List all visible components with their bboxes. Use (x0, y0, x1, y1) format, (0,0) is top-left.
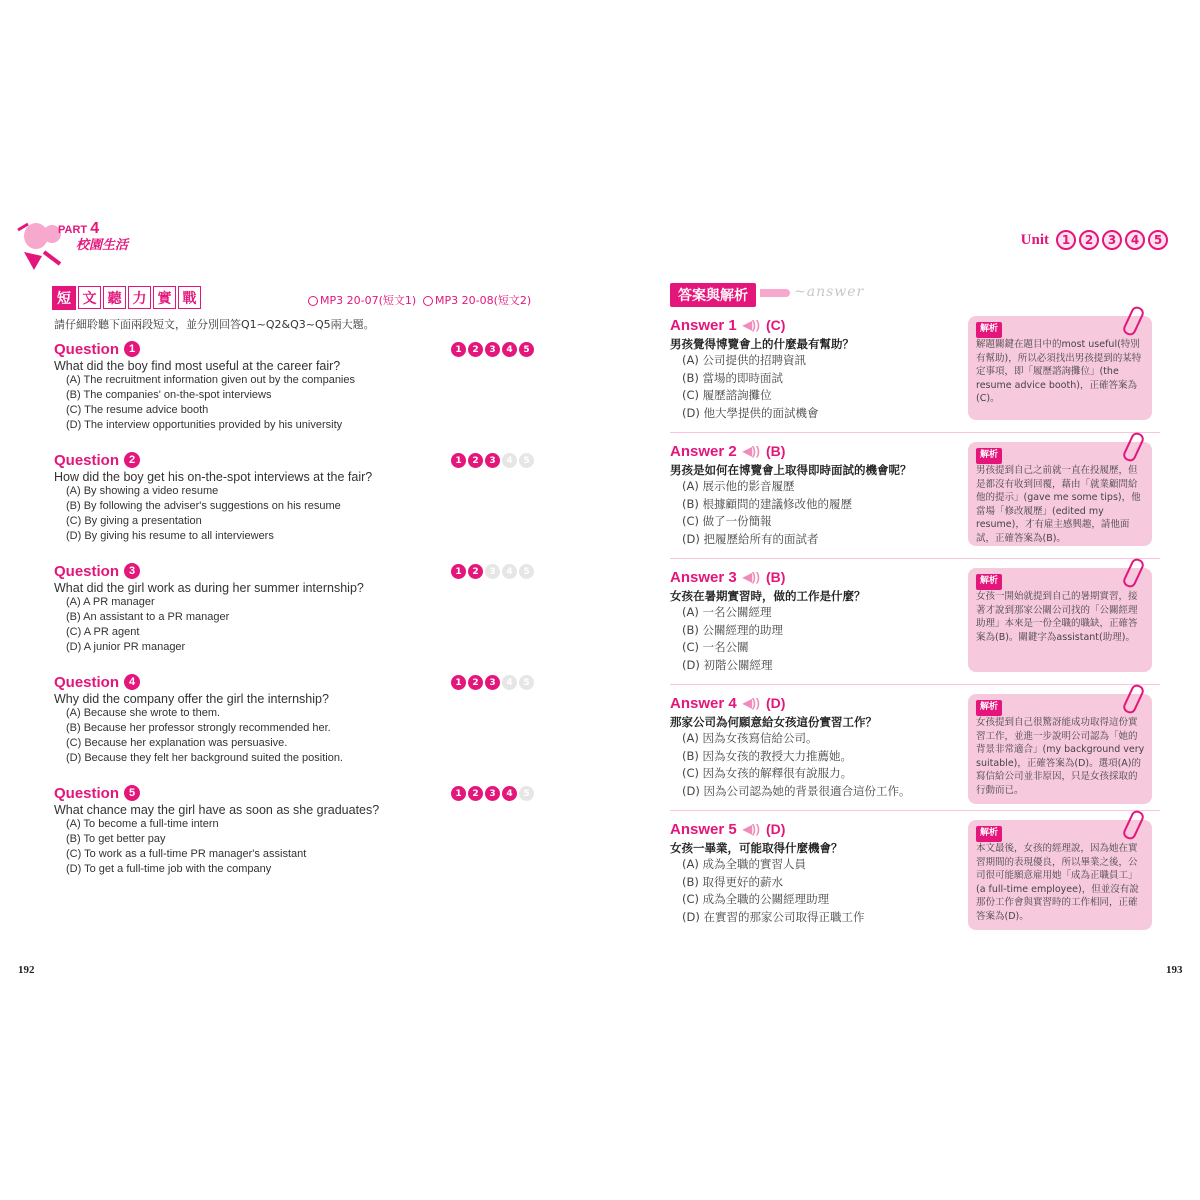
difficulty-dot: 5 (519, 786, 534, 801)
question-number: 3 (124, 563, 140, 579)
option-text: (D) By giving his resume to all interviewers (66, 530, 274, 542)
instruction-text: 請仔細聆聽下面兩段短文，並分別回答Q1~Q2&Q3~Q5兩大題。 (54, 318, 375, 331)
explanation-text: 本文最後，女孩的經理說，因為她在實習期間的表現優良，所以畢業之後，公司很可能願意雇用她「成為正職員工」(a full-time employee)，但並沒有說那份工作會與實習時的工作相同，正確答案為(D)。 (976, 843, 1139, 922)
question-label: Question (54, 562, 120, 580)
option-text: (C) The resume advice booth (66, 404, 209, 416)
answer-option: (A) 因為女孩寫信給公司。 (682, 731, 818, 745)
difficulty-dots (451, 675, 534, 690)
question-text: What did the girl work as during her summer internship? (54, 581, 364, 595)
unit-number: 2 (1079, 230, 1099, 250)
option-text: (D) A junior PR manager (66, 641, 186, 653)
difficulty-dot: 1 (451, 342, 466, 357)
answer-key: (B) (765, 569, 786, 585)
answer-option: (C) 履歷諮詢攤位 (682, 388, 772, 402)
title-char: 聽 (103, 286, 126, 309)
difficulty-dot: 2 (468, 675, 483, 690)
divider (670, 432, 1160, 433)
question-number: 2 (124, 452, 140, 468)
question-number: 5 (124, 785, 140, 801)
option-text: (C) Because her explanation was persuasive. (66, 737, 288, 749)
explanation-text: 解題關鍵在題目中的most useful(特別有幫助)，所以必須找出男孩提到的某特定事項，即「履歷諮詢攤位」(the resume advice booth)，正確答案為(C)。 (976, 339, 1142, 404)
answer-label: Answer (670, 694, 725, 712)
option-text: (A) To become a full-time intern (66, 818, 219, 830)
answer-label: Answer (670, 820, 725, 838)
answer-key: (C) (765, 317, 786, 333)
explanation-note (968, 820, 1152, 930)
answer-option: (A) 公司提供的招聘資訊 (682, 353, 806, 367)
option-text: (B) By following the adviser's suggestions on his resume (66, 500, 341, 512)
note-tag: 解析 (976, 574, 1002, 590)
answer-question: 女孩在暑期實習時，做的工作是什麼？ (670, 589, 866, 603)
answer-label: Answer (670, 442, 725, 460)
note-tag: 解析 (976, 322, 1002, 338)
answers-title: 答案與解析 (670, 283, 756, 307)
unit-number: 1 (1056, 230, 1076, 250)
pencil-icon (760, 289, 790, 297)
answer-block (670, 820, 1160, 926)
question-number: 1 (124, 341, 140, 357)
question-label: Question (54, 784, 120, 802)
paperclip-icon (1121, 809, 1145, 842)
difficulty-dot: 4 (502, 564, 517, 579)
answer-number: 5 (728, 820, 737, 838)
difficulty-dots (451, 453, 534, 468)
title-char: 力 (128, 286, 151, 309)
speaker-icon[interactable]: ◀)) (742, 570, 760, 584)
answer-number: 3 (728, 568, 737, 586)
option-text: (A) The recruitment information given out by the companies (66, 374, 355, 386)
difficulty-dots (451, 564, 534, 579)
divider (670, 684, 1160, 685)
unit-number: 4 (1125, 230, 1145, 250)
page-number-left: 192 (18, 964, 35, 976)
difficulty-dot: 2 (468, 564, 483, 579)
question-text: What did the boy find most useful at the career fair? (54, 359, 341, 373)
note-tag: 解析 (976, 700, 1002, 716)
difficulty-dot: 4 (502, 342, 517, 357)
answer-number: 1 (728, 316, 737, 334)
option-text: (D) To get a full-time job with the company (66, 863, 272, 875)
difficulty-dot: 3 (485, 675, 500, 690)
paperclip-icon (1121, 557, 1145, 590)
option-text: (A) A PR manager (66, 596, 155, 608)
difficulty-dot: 2 (468, 786, 483, 801)
explanation-note (968, 694, 1152, 804)
difficulty-dot: 5 (519, 564, 534, 579)
question-block (54, 451, 534, 544)
explanation-text: 女孩提到自己很驚訝能成功取得這份實習工作，並進一步說明公司認為「她的背景非常適合」(my background very suitable)，正確答案為(D)。選項(A)的寫信給公司並非原因，只是女孩採取的行動而已。 (976, 717, 1145, 796)
answer-question: 男孩覺得博覽會上的什麼最有幫助？ (670, 337, 854, 351)
difficulty-dot: 3 (485, 786, 500, 801)
section-title: 校園生活 (76, 238, 129, 253)
answer-label: Answer (670, 568, 725, 586)
answer-label: Answer (670, 316, 725, 334)
difficulty-dot: 1 (451, 675, 466, 690)
note-tag: 解析 (976, 448, 1002, 464)
difficulty-dots (451, 786, 534, 801)
answer-block (670, 442, 1160, 548)
question-label: Question (54, 451, 120, 469)
answer-option: (D) 因為公司認為她的背景很適合這份工作。 (682, 783, 911, 798)
unit-number: 5 (1148, 230, 1168, 250)
question-label: Question (54, 340, 120, 358)
answer-number: 2 (728, 442, 737, 460)
difficulty-dot: 4 (502, 453, 517, 468)
mp3-track-1[interactable]: MP3 20-07(短文1) (308, 292, 416, 308)
answer-key: (D) (765, 695, 786, 711)
answer-option: (D) 初階公關經理 (682, 657, 773, 672)
answer-option: (A) 成為全職的實習人員 (682, 857, 806, 871)
answer-block (670, 568, 1160, 674)
question-text: How did the boy get his on-the-spot interviews at the fair? (54, 470, 373, 484)
question-block (54, 673, 534, 766)
answers-subtitle: ~answer (794, 284, 865, 300)
audio-disc-icon (308, 296, 318, 306)
option-text: (D) Because they felt her background suited the position. (66, 752, 343, 764)
title-char: 文 (78, 286, 101, 309)
explanation-text: 女孩一開始就提到自己的暑期實習，接著才說到那家公關公司找的「公關經理助理」本來是一份全職的職缺，正確答案為(B)。關鍵字為assistant(助理)。 (976, 591, 1138, 643)
explanation-text: 男孩提到自己之前就一直在投履歷，但是都沒有收到回覆，藉由「就業顧問給他的提示」(gave me some tips)，他當場「修改履歷」(edited my resume)，才有雇主感興趣，請他面試，正確答案為(B)。 (976, 465, 1141, 544)
audio-disc-icon (423, 296, 433, 306)
title-char: 戰 (178, 286, 201, 309)
answer-option: (D) 他大學提供的面試機會 (682, 405, 819, 420)
option-text: (C) To work as a full-time PR manager's assistant (66, 848, 307, 860)
page-number-right: 193 (1166, 964, 1183, 976)
speaker-icon[interactable]: ◀)) (742, 696, 760, 710)
difficulty-dot: 3 (485, 564, 500, 579)
note-tag: 解析 (976, 826, 1002, 842)
explanation-note (968, 316, 1152, 420)
option-text: (B) The companies' on-the-spot interviews (66, 389, 272, 401)
difficulty-dot: 4 (502, 675, 517, 690)
speaker-icon[interactable]: ◀)) (742, 444, 760, 458)
option-text: (C) By giving a presentation (66, 515, 202, 527)
answer-option: (B) 因為女孩的教授大力推薦她。 (682, 748, 853, 763)
answer-option: (D) 在實習的那家公司取得正職工作 (682, 909, 865, 924)
answer-number: 4 (728, 694, 737, 712)
answer-option: (B) 當場的即時面試 (682, 370, 784, 385)
speaker-icon[interactable]: ◀)) (742, 318, 760, 332)
question-block (54, 784, 534, 877)
paperclip-icon (1121, 305, 1145, 338)
paperclip-icon (1121, 683, 1145, 716)
unit-indicator (1021, 230, 1168, 250)
question-block (54, 340, 534, 433)
answer-option: (D) 把履歷給所有的面試者 (682, 531, 819, 546)
unit-label: Unit (1020, 231, 1049, 248)
answer-question: 男孩是如何在博覽會上取得即時面試的機會呢？ (670, 463, 912, 477)
question-block (54, 562, 534, 655)
question-text: Why did the company offer the girl the internship? (54, 692, 329, 706)
difficulty-dot: 5 (519, 453, 534, 468)
difficulty-dots (451, 342, 534, 357)
answer-question: 那家公司為何願意給女孩這份實習工作？ (670, 715, 877, 729)
answer-option: (C) 做了一份簡報 (682, 514, 772, 528)
option-text: (D) The interview opportunities provided by his university (66, 419, 343, 431)
answer-key: (D) (765, 821, 786, 837)
question-number: 4 (124, 674, 140, 690)
difficulty-dot: 2 (468, 342, 483, 357)
paperclip-icon (1121, 431, 1145, 464)
answer-question: 女孩一畢業，可能取得什麼機會？ (670, 841, 843, 855)
difficulty-dot: 3 (485, 453, 500, 468)
difficulty-dot: 2 (468, 453, 483, 468)
answer-block (670, 694, 1160, 800)
answer-option: (C) 一名公關 (682, 640, 749, 654)
speaker-icon[interactable]: ◀)) (742, 822, 760, 836)
question-label: Question (54, 673, 120, 691)
option-text: (B) To get better pay (66, 833, 166, 845)
part-label: PART 4 (58, 220, 100, 237)
option-text: (A) Because she wrote to them. (66, 707, 221, 719)
answer-option: (C) 因為女孩的解釋很有說服力。 (682, 766, 853, 780)
unit-number: 3 (1102, 230, 1122, 250)
divider (670, 558, 1160, 559)
answer-block (670, 316, 1160, 422)
title-char: 短 (52, 286, 76, 310)
option-text: (C) A PR agent (66, 626, 140, 638)
section-heading (52, 286, 201, 310)
difficulty-dot: 5 (519, 675, 534, 690)
explanation-note (968, 442, 1152, 546)
option-text: (A) By showing a video resume (66, 485, 219, 497)
difficulty-dot: 5 (519, 342, 534, 357)
answer-option: (B) 取得更好的薪水 (682, 874, 784, 889)
difficulty-dot: 3 (485, 342, 500, 357)
answer-key: (B) (765, 443, 786, 459)
difficulty-dot: 1 (451, 786, 466, 801)
answer-option: (C) 成為全職的公關經理助理 (682, 892, 830, 906)
difficulty-dot: 4 (502, 786, 517, 801)
title-char: 實 (153, 286, 176, 309)
mp3-track-2[interactable]: MP3 20-08(短文2) (423, 292, 531, 308)
answer-option: (A) 展示他的影音履歷 (682, 479, 795, 493)
option-text: (B) Because her professor strongly recommended her. (66, 722, 331, 734)
difficulty-dot: 1 (451, 564, 466, 579)
answer-option: (A) 一名公關經理 (682, 605, 772, 619)
answer-option: (B) 根據顧問的建議修改他的履歷 (682, 496, 853, 511)
explanation-note (968, 568, 1152, 672)
answer-option: (B) 公關經理的助理 (682, 622, 784, 637)
option-text: (B) An assistant to a PR manager (66, 611, 230, 623)
question-text: What chance may the girl have as soon as she graduates? (54, 803, 380, 817)
divider (670, 810, 1160, 811)
difficulty-dot: 1 (451, 453, 466, 468)
